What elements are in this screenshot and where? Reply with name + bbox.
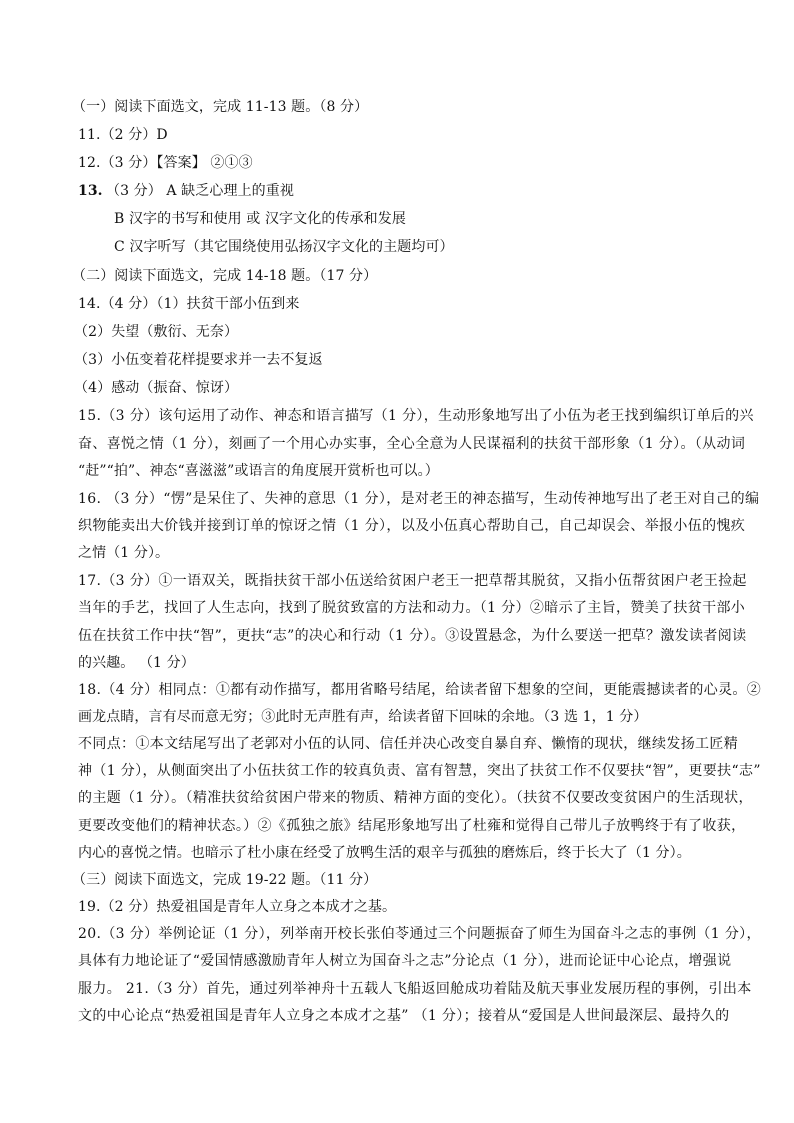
answer-13-c: C 汉字听写（其它围绕使用弘扬汉字文化的主题均可） — [114, 239, 454, 255]
answer-16-line-3: 之情（1 分）。 — [78, 545, 170, 561]
answer-14-4: （4）感动（振奋、惊讶） — [74, 380, 239, 396]
answer-13-a: （3 分） A 缺乏心理上的重视 — [106, 183, 294, 199]
answer-18-line-6: 更要改变他们的精神状态。）②《孤独之旅》结尾形象地写出了杜雍和觉得自己带儿子放鸭终于有了收获， — [78, 818, 746, 834]
answer-11: 11.（2 分）D — [78, 127, 168, 143]
answer-17-line-3: 伍在扶贫工作中扶“智”，更扶“志”的决心和行动（1 分）。③设置悬念，为什么要送一把草？激发读者阅读 — [78, 628, 747, 644]
answer-19: 19.（2 分）热爱祖国是青年人立身之本成才之基。 — [78, 899, 397, 915]
answer-14-2: （2）失望（敷衍、无奈） — [74, 324, 239, 340]
answer-16-line-2: 织物能卖出大价钱并接到订单的惊讶之情（1 分），以及小伍真心帮助自己，自己却误会、举报小伍的愧疚 — [78, 518, 746, 534]
answer-16-line-1: 16. （3 分）“愣”是呆住了、失神的意思（1 分），是对老王的神态描写，生动传神地写出了老王对自己的编 — [78, 491, 760, 507]
answer-15-line-3: “赶”“拍”、神态“喜滋滋”或语言的角度展开赏析也可以。） — [78, 463, 439, 479]
section-heading-2: （二）阅读下面选文，完成 14-18 题。（17 分） — [72, 268, 378, 284]
answer-17-line-1: 17.（3 分）①一语双关，既指扶贫干部小伍送给贫困户老王一把草帮其脱贫，又指小伍帮贫困户老王捡起 — [78, 573, 747, 589]
answer-14-1: 14.（4 分）（1）扶贫干部小伍到来 — [78, 296, 300, 312]
answer-13-b: B 汉字的书写和使用 或 汉字文化的传承和发展 — [114, 211, 406, 227]
answer-18-line-3: 不同点：①本文结尾写出了老郭对小伍的认同、信任并决心改变自暴自弃、懒惰的现状，继续发扬工匠精 — [78, 736, 739, 752]
answer-15-line-1: 15.（3 分）该句运用了动作、神态和语言描写（1 分），生动形象地写出了小伍为老王找到编织订单后的兴 — [78, 408, 754, 424]
answer-18-line-7: 内心的喜悦之情。也暗示了杜小康在经受了放鸭生活的艰辛与孤独的磨炼后，终于长大了（1 分）。 — [78, 845, 691, 861]
answer-18-line-4: 神（1 分），从侧面突出了小伍扶贫工作的较真负责、富有智慧，突出了扶贫工作不仅要扶“智”，更要扶“志” — [78, 763, 761, 779]
answer-15-line-2: 奋、喜悦之情（1 分），刻画了一个用心办实事，全心全意为人民谋福利的扶贫干部形象（1 分）。（从动词 — [78, 436, 746, 452]
answer-17-line-4: 的兴趣。 （1 分） — [78, 655, 195, 671]
answer-12: 12.（3 分）【答案】 ②①③ — [78, 155, 253, 171]
answer-20-line-2: 具体有力地论证了“爱国情感激励青年人树立为国奋斗之志”分论点（1 分），进而论证中心论点，增强说 — [78, 953, 732, 969]
answer-14-3: （3）小伍变着花样提要求并一去不复返 — [74, 352, 323, 368]
answer-21-line-1: 服力。 21.（3 分）首先，通过列举神舟十五载人飞船返回舱成功着陆及航天事业发展历程的事例，引出本 — [78, 981, 752, 997]
answer-17-line-2: 当年的手艺，找回了人生志向，找到了脱贫致富的方法和动力。（1 分）②暗示了主旨，赞美了扶贫干部小 — [78, 600, 746, 616]
answer-18-line-1: 18.（4 分）相同点：①都有动作描写，都用省略号结尾，给读者留下想象的空间，更能震撼读者的心灵。② — [78, 682, 762, 698]
answer-18-line-5: 的主题（1 分）。（精准扶贫给贫困户带来的物质、精神方面的变化）。（扶贫不仅要改变贫困户的生活现状， — [78, 790, 753, 806]
answer-21-line-2: 文的中心论点“热爱祖国是青年人立身之本成才之基” （1 分）；接着从“爱国是人世间最深层、最持久的 — [78, 1008, 730, 1024]
question-13-number: 13. — [78, 183, 103, 199]
section-heading-1: （一）阅读下面选文，完成 11-13 题。（8 分） — [72, 99, 369, 115]
answer-20-line-1: 20.（3 分）举例论证（1 分），列举南开校长张伯苓通过三个问题振奋了师生为国奋斗之志的事例（1 分）， — [78, 926, 761, 942]
section-heading-3: （三）阅读下面选文，完成 19-22 题。（11 分） — [72, 872, 378, 888]
answer-18-line-2: 画龙点睛，言有尽而意无穷；③此时无声胜有声，给读者留下回味的余地。（3 选 1，1 分） — [78, 709, 648, 725]
